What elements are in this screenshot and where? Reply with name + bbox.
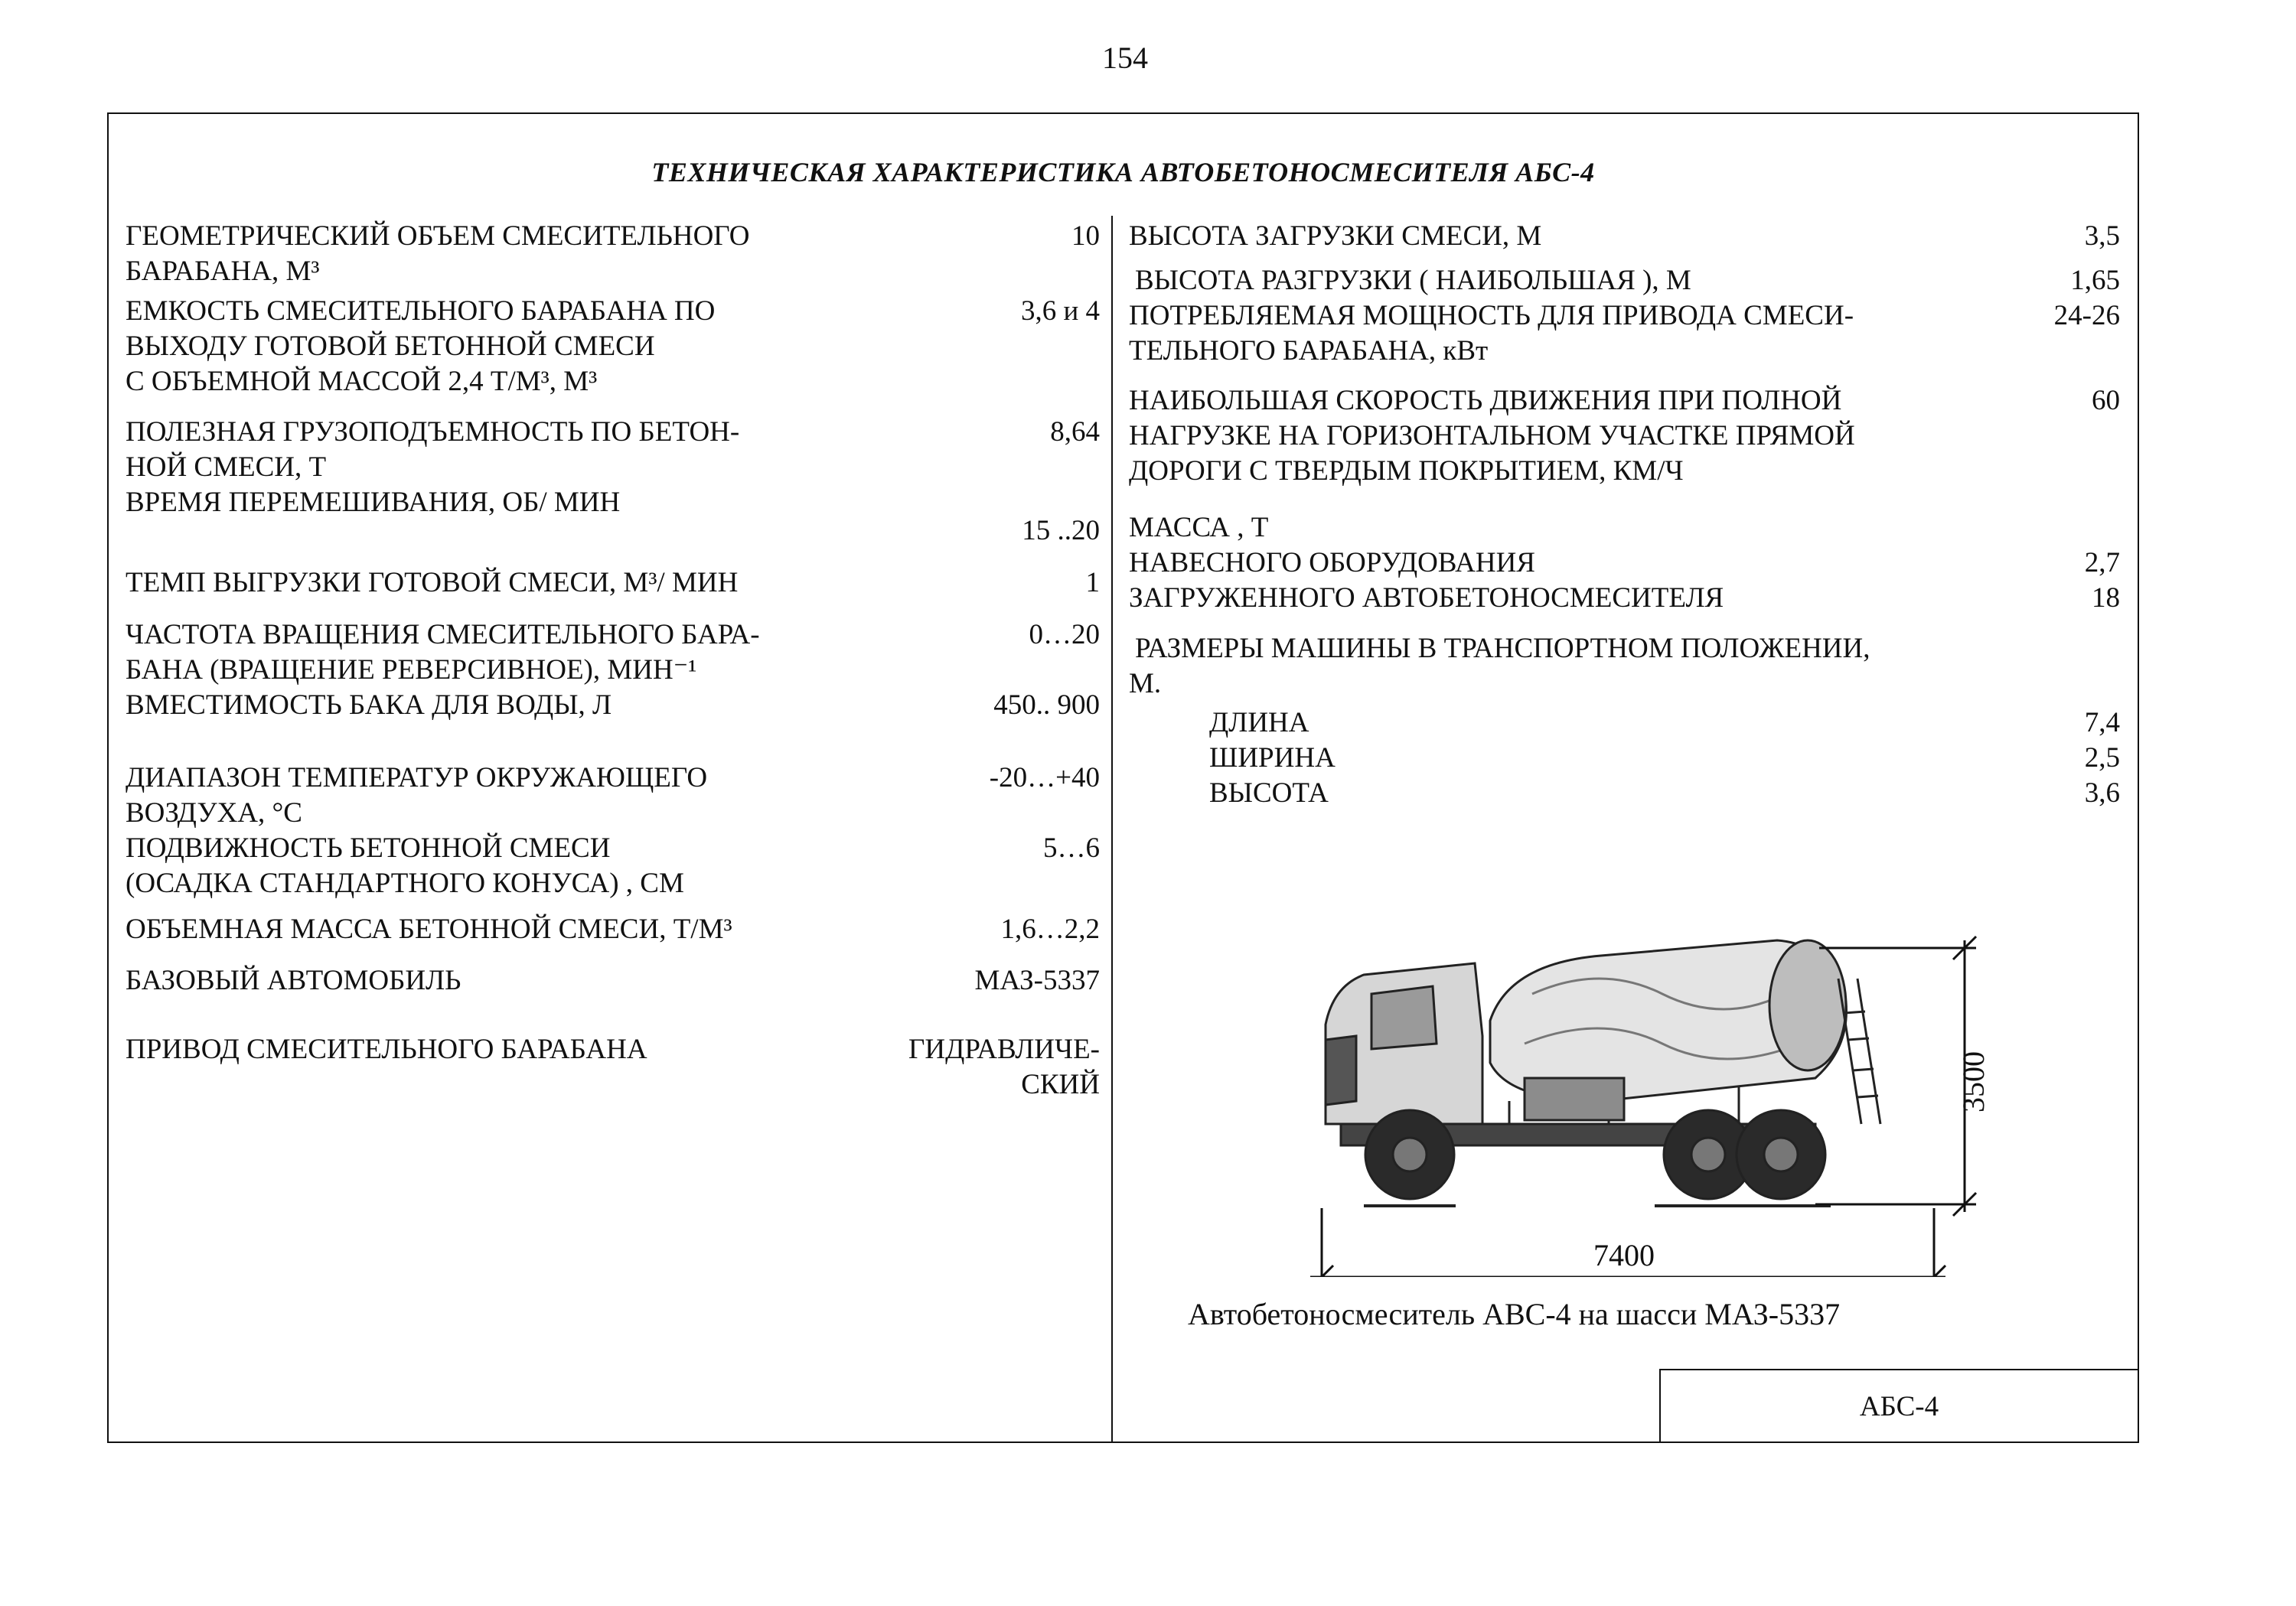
- spec-value: 2,7: [2084, 547, 2120, 578]
- mixer-truck-drawing: [1280, 849, 2007, 1277]
- spec-label: М.: [1129, 668, 1162, 699]
- spec-label: ВМЕСТИМОСТЬ БАКА ДЛЯ ВОДЫ, Л: [126, 689, 612, 721]
- spec-label: БАРАБАНА, М³: [126, 256, 320, 287]
- spec-label: ВЫХОДУ ГОТОВОЙ БЕТОННОЙ СМЕСИ: [126, 331, 655, 362]
- spec-label: ВОЗДУХА, °С: [126, 797, 302, 829]
- spec-label: НАИБОЛЬШАЯ СКОРОСТЬ ДВИЖЕНИЯ ПРИ ПОЛНОЙ: [1129, 385, 1842, 416]
- spec-sheet-frame: [107, 112, 2139, 1443]
- sheet-title: ТЕХНИЧЕСКАЯ ХАРАКТЕРИСТИКА АВТОБЕТОНОСМЕСИТЕЛЯ АБС-4: [651, 157, 1595, 187]
- spec-label: ВЫСОТА: [1209, 777, 1329, 809]
- spec-label: МАССА , Т: [1129, 512, 1269, 543]
- spec-value: 10: [1071, 220, 1100, 252]
- page-number: 154: [1102, 41, 1148, 75]
- spec-value: -20…+40: [989, 762, 1100, 793]
- spec-value: 15 ..20: [1022, 515, 1100, 546]
- spec-label: ПРИВОД СМЕСИТЕЛЬНОГО БАРАБАНА: [126, 1034, 647, 1065]
- spec-value: 1,6…2,2: [1000, 914, 1100, 945]
- spec-value: 24-26: [2053, 300, 2120, 331]
- figure-caption: Автобетоносмеситель АВС-4 на шасси МАЗ-5337: [1188, 1297, 1841, 1331]
- left-spec-column: [126, 114, 1100, 1438]
- truck-illustration: [1326, 940, 1880, 1206]
- spec-value: 60: [2092, 385, 2120, 416]
- spec-label: ЗАГРУЖЕННОГО АВТОБЕТОНОСМЕСИТЕЛЯ: [1129, 582, 1724, 614]
- spec-value: 3,5: [2084, 220, 2120, 252]
- spec-label: ВЫСОТА ЗАГРУЗКИ СМЕСИ, М: [1129, 220, 1542, 252]
- height-dimension-label: 3500: [1956, 1051, 1991, 1112]
- spec-value: 7,4: [2084, 707, 2120, 738]
- spec-label: ГЕОМЕТРИЧЕСКИЙ ОБЪЕМ СМЕСИТЕЛЬНОГО: [126, 220, 750, 252]
- spec-value: 5…6: [1043, 832, 1100, 864]
- spec-value: МАЗ-5337: [974, 965, 1100, 996]
- spec-label: ДИАПАЗОН ТЕМПЕРАТУР ОКРУЖАЮЩЕГО: [126, 762, 708, 793]
- spec-label: РАЗМЕРЫ МАШИНЫ В ТРАНСПОРТНОМ ПОЛОЖЕНИИ,: [1135, 633, 1870, 664]
- spec-label: НАВЕСНОГО ОБОРУДОВАНИЯ: [1129, 547, 1535, 578]
- spec-value: 0…20: [1029, 619, 1100, 650]
- spec-value: 3,6 и 4: [1020, 295, 1100, 327]
- spec-label: (ОСАДКА СТАНДАРТНОГО КОНУСА) , СМ: [126, 868, 684, 899]
- spec-label: ДОРОГИ С ТВЕРДЫМ ПОКРЫТИЕМ, КМ/Ч: [1129, 455, 1684, 487]
- spec-label: С ОБЪЕМНОЙ МАССОЙ 2,4 Т/М³, М³: [126, 366, 598, 397]
- spec-label: ЕМКОСТЬ СМЕСИТЕЛЬНОГО БАРАБАНА ПО: [126, 295, 716, 327]
- spec-value: 2,5: [2084, 742, 2120, 774]
- spec-label: ПОТРЕБЛЯЕМАЯ МОЩНОСТЬ ДЛЯ ПРИВОДА СМЕСИ-: [1129, 300, 1854, 331]
- spec-value: СКИЙ: [1021, 1069, 1100, 1100]
- spec-label: ТЕМП ВЫГРУЗКИ ГОТОВОЙ СМЕСИ, М³/ МИН: [126, 567, 739, 598]
- spec-label: ПОДВИЖНОСТЬ БЕТОННОЙ СМЕСИ: [126, 832, 611, 864]
- spec-label: БАНА (ВРАЩЕНИЕ РЕВЕРСИВНОЕ), МИН⁻¹: [126, 654, 697, 686]
- spec-value: 1,65: [2070, 265, 2120, 296]
- title-block-stamp: [1659, 1369, 2138, 1443]
- length-dimension-label: 7400: [1593, 1238, 1655, 1272]
- spec-value: 18: [2092, 582, 2120, 614]
- spec-label: НАГРУЗКЕ НА ГОРИЗОНТАЛЬНОМ УЧАСТКЕ ПРЯМОЙ: [1129, 420, 1855, 451]
- spec-label: НОЙ СМЕСИ, Т: [126, 451, 327, 483]
- spec-label: ЧАСТОТА ВРАЩЕНИЯ СМЕСИТЕЛЬНОГО БАРА-: [126, 619, 760, 650]
- spec-value: 450.. 900: [993, 689, 1100, 721]
- spec-label: ТЕЛЬНОГО БАРАБАНА, кВт: [1129, 335, 1489, 366]
- spec-label: ВРЕМЯ ПЕРЕМЕШИВАНИЯ, ОБ/ МИН: [126, 487, 621, 518]
- spec-label: ОБЪЕМНАЯ МАССА БЕТОННОЙ СМЕСИ, Т/М³: [126, 914, 732, 945]
- stamp-code: АБС-4: [1859, 1391, 1939, 1422]
- spec-label: БАЗОВЫЙ АВТОМОБИЛЬ: [126, 965, 461, 996]
- spec-value: 3,6: [2084, 777, 2120, 809]
- spec-label: ПОЛЕЗНАЯ ГРУЗОПОДЪЕМНОСТЬ ПО БЕТОН-: [126, 416, 740, 448]
- spec-label: ДЛИНА: [1209, 707, 1309, 738]
- spec-value: 1: [1085, 567, 1100, 598]
- column-divider: [1111, 216, 1113, 1441]
- spec-value: 8,64: [1050, 416, 1100, 448]
- spec-value: ГИДРАВЛИЧЕ-: [908, 1034, 1100, 1065]
- spec-label: ШИРИНА: [1209, 742, 1336, 774]
- spec-label: ВЫСОТА РАЗГРУЗКИ ( НАИБОЛЬШАЯ ), М: [1135, 265, 1691, 296]
